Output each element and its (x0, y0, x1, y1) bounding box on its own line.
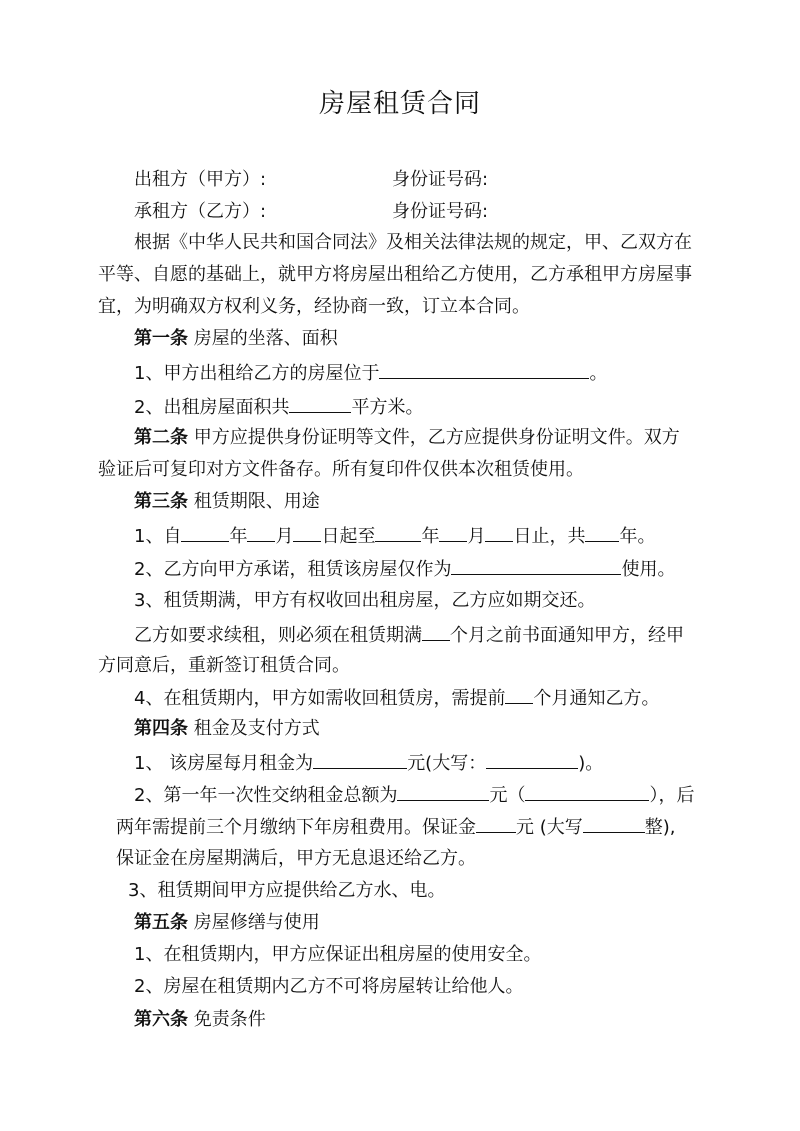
article-4 (134, 715, 320, 743)
item-text: 月 (467, 526, 486, 547)
item-text: 1、自 (134, 526, 182, 547)
article-5 (134, 909, 320, 937)
start-day-blank[interactable] (293, 521, 321, 542)
article-5-item-1: 1、在租赁期内，甲方应保证出租房屋的使用安全。 (134, 944, 542, 965)
monthly-rent-words-blank[interactable] (486, 748, 578, 769)
item-text: ），后 (649, 785, 695, 806)
deposit-blank[interactable] (476, 812, 516, 833)
article-6-heading: 第六条 (134, 1009, 188, 1030)
article-3-item-3: 3、租赁期满，甲方有权收回出租房屋，乙方应如期交还。 (134, 590, 596, 611)
article-4-item-3: 3、租赁期间甲方应提供给乙方水、电。 (128, 880, 446, 901)
item-text: 年 (421, 526, 440, 547)
renewal-months-blank[interactable] (422, 620, 450, 641)
article-3-heading: 第三条 (134, 491, 188, 512)
item-text: 2、第一年一次性交纳租金总额为 (134, 785, 398, 806)
article-4-heading: 第四条 (134, 718, 188, 739)
item-text: 月 (275, 526, 294, 547)
end-month-blank[interactable] (439, 521, 467, 542)
document-title: 房屋租赁合同 (318, 89, 481, 119)
total-rent-words-blank[interactable] (525, 780, 649, 801)
item-text: 元(大写： (407, 753, 487, 774)
item-text: 乙方如要求续租，则必须在租赁期满 (134, 625, 422, 646)
article-2-text-1: 甲方应提供身份证明等文件，乙方应提供身份证明文件。双方 (193, 427, 680, 448)
article-3-renewal-2: 方同意后，重新签订租赁合同。 (98, 655, 350, 676)
article-4-item-1 (134, 748, 603, 778)
item-text: 使用。 (621, 559, 676, 580)
item-text: 年 (229, 526, 248, 547)
deposit-words-blank[interactable] (583, 812, 645, 833)
article-1-item-1 (134, 358, 607, 388)
article-1-title: 房屋的坐落、面积 (193, 328, 338, 349)
end-day-blank[interactable] (485, 521, 513, 542)
party-b-label: 承租方（乙方）: (134, 201, 267, 222)
item-text: 1、甲方出租给乙方的房屋位于 (134, 363, 380, 384)
item-text: 。 (589, 363, 608, 384)
article-2 (134, 424, 680, 452)
article-1-heading: 第一条 (134, 328, 188, 349)
item-text: 个月之前书面通知甲方，经甲 (450, 625, 684, 646)
article-6 (134, 1006, 266, 1034)
area-blank[interactable] (289, 392, 351, 413)
preamble-line-3: 宜，为明确双方权利义务，经协商一致，订立本合同。 (98, 296, 530, 317)
item-text: 4、在租赁期内，甲方如需收回租赁房，需提前 (134, 688, 506, 709)
usage-blank[interactable] (451, 554, 621, 575)
preamble-line-2: 平等、自愿的基础上，就甲方将房屋出租给乙方使用，乙方承租甲方房屋事 (98, 264, 692, 285)
item-text: 2、出租房屋面积共 (134, 397, 290, 418)
item-text: 年。 (619, 526, 656, 547)
total-rent-blank[interactable] (397, 780, 489, 801)
article-3 (134, 488, 320, 516)
article-2-text-2: 验证后可复印对方文件备存。所有复印件仅供本次租赁使用。 (98, 459, 584, 480)
party-a-id-label: 身份证号码: (392, 169, 489, 190)
item-text: 整), (644, 817, 676, 838)
preamble-line-1: 根据《中华人民共和国合同法》及相关法律法规的规定，甲、乙双方在 (134, 232, 692, 253)
item-text: 日起至 (321, 526, 376, 547)
article-1-item-2 (134, 392, 423, 422)
article-6-title: 免责条件 (193, 1009, 266, 1030)
article-4-item-2-cont (116, 812, 676, 842)
monthly-rent-blank[interactable] (313, 748, 407, 769)
item-text: )。 (578, 753, 604, 774)
party-b-id-label: 身份证号码: (392, 201, 489, 222)
party-a-label: 出租方（甲方）: (134, 169, 267, 190)
article-3-item-1 (134, 521, 655, 551)
article-1 (134, 325, 338, 353)
total-years-blank[interactable] (585, 521, 619, 542)
article-2-heading: 第二条 (134, 427, 188, 448)
article-3-renewal (134, 620, 684, 650)
article-4-title: 租金及支付方式 (193, 718, 320, 739)
item-text: 日止，共 (513, 526, 586, 547)
article-3-title: 租赁期限、用途 (193, 491, 320, 512)
article-4-item-2-end: 保证金在房屋期满后，甲方无息退还给乙方。 (116, 848, 476, 869)
item-text: 个月通知乙方。 (533, 688, 660, 709)
end-year-blank[interactable] (375, 521, 421, 542)
start-year-blank[interactable] (181, 521, 229, 542)
article-5-heading: 第五条 (134, 912, 188, 933)
item-text: 平方米。 (351, 397, 424, 418)
item-text: 1、 该房屋每月租金为 (134, 753, 314, 774)
start-month-blank[interactable] (247, 521, 275, 542)
notice-months-blank[interactable] (505, 683, 533, 704)
item-text: 元（ (489, 785, 526, 806)
item-text: 2、乙方向甲方承诺，租赁该房屋仅作为 (134, 559, 452, 580)
article-3-item-4 (134, 683, 659, 713)
item-text: 元 (大写 (516, 817, 583, 838)
item-text: 两年需提前三个月缴纳下年房租费用。保证金 (116, 817, 476, 838)
article-3-item-2 (134, 554, 675, 584)
article-4-item-2 (134, 780, 694, 810)
article-5-item-2: 2、房屋在租赁期内乙方不可将房屋转让给他人。 (134, 976, 524, 997)
address-blank[interactable] (379, 358, 589, 379)
article-5-title: 房屋修缮与使用 (193, 912, 320, 933)
